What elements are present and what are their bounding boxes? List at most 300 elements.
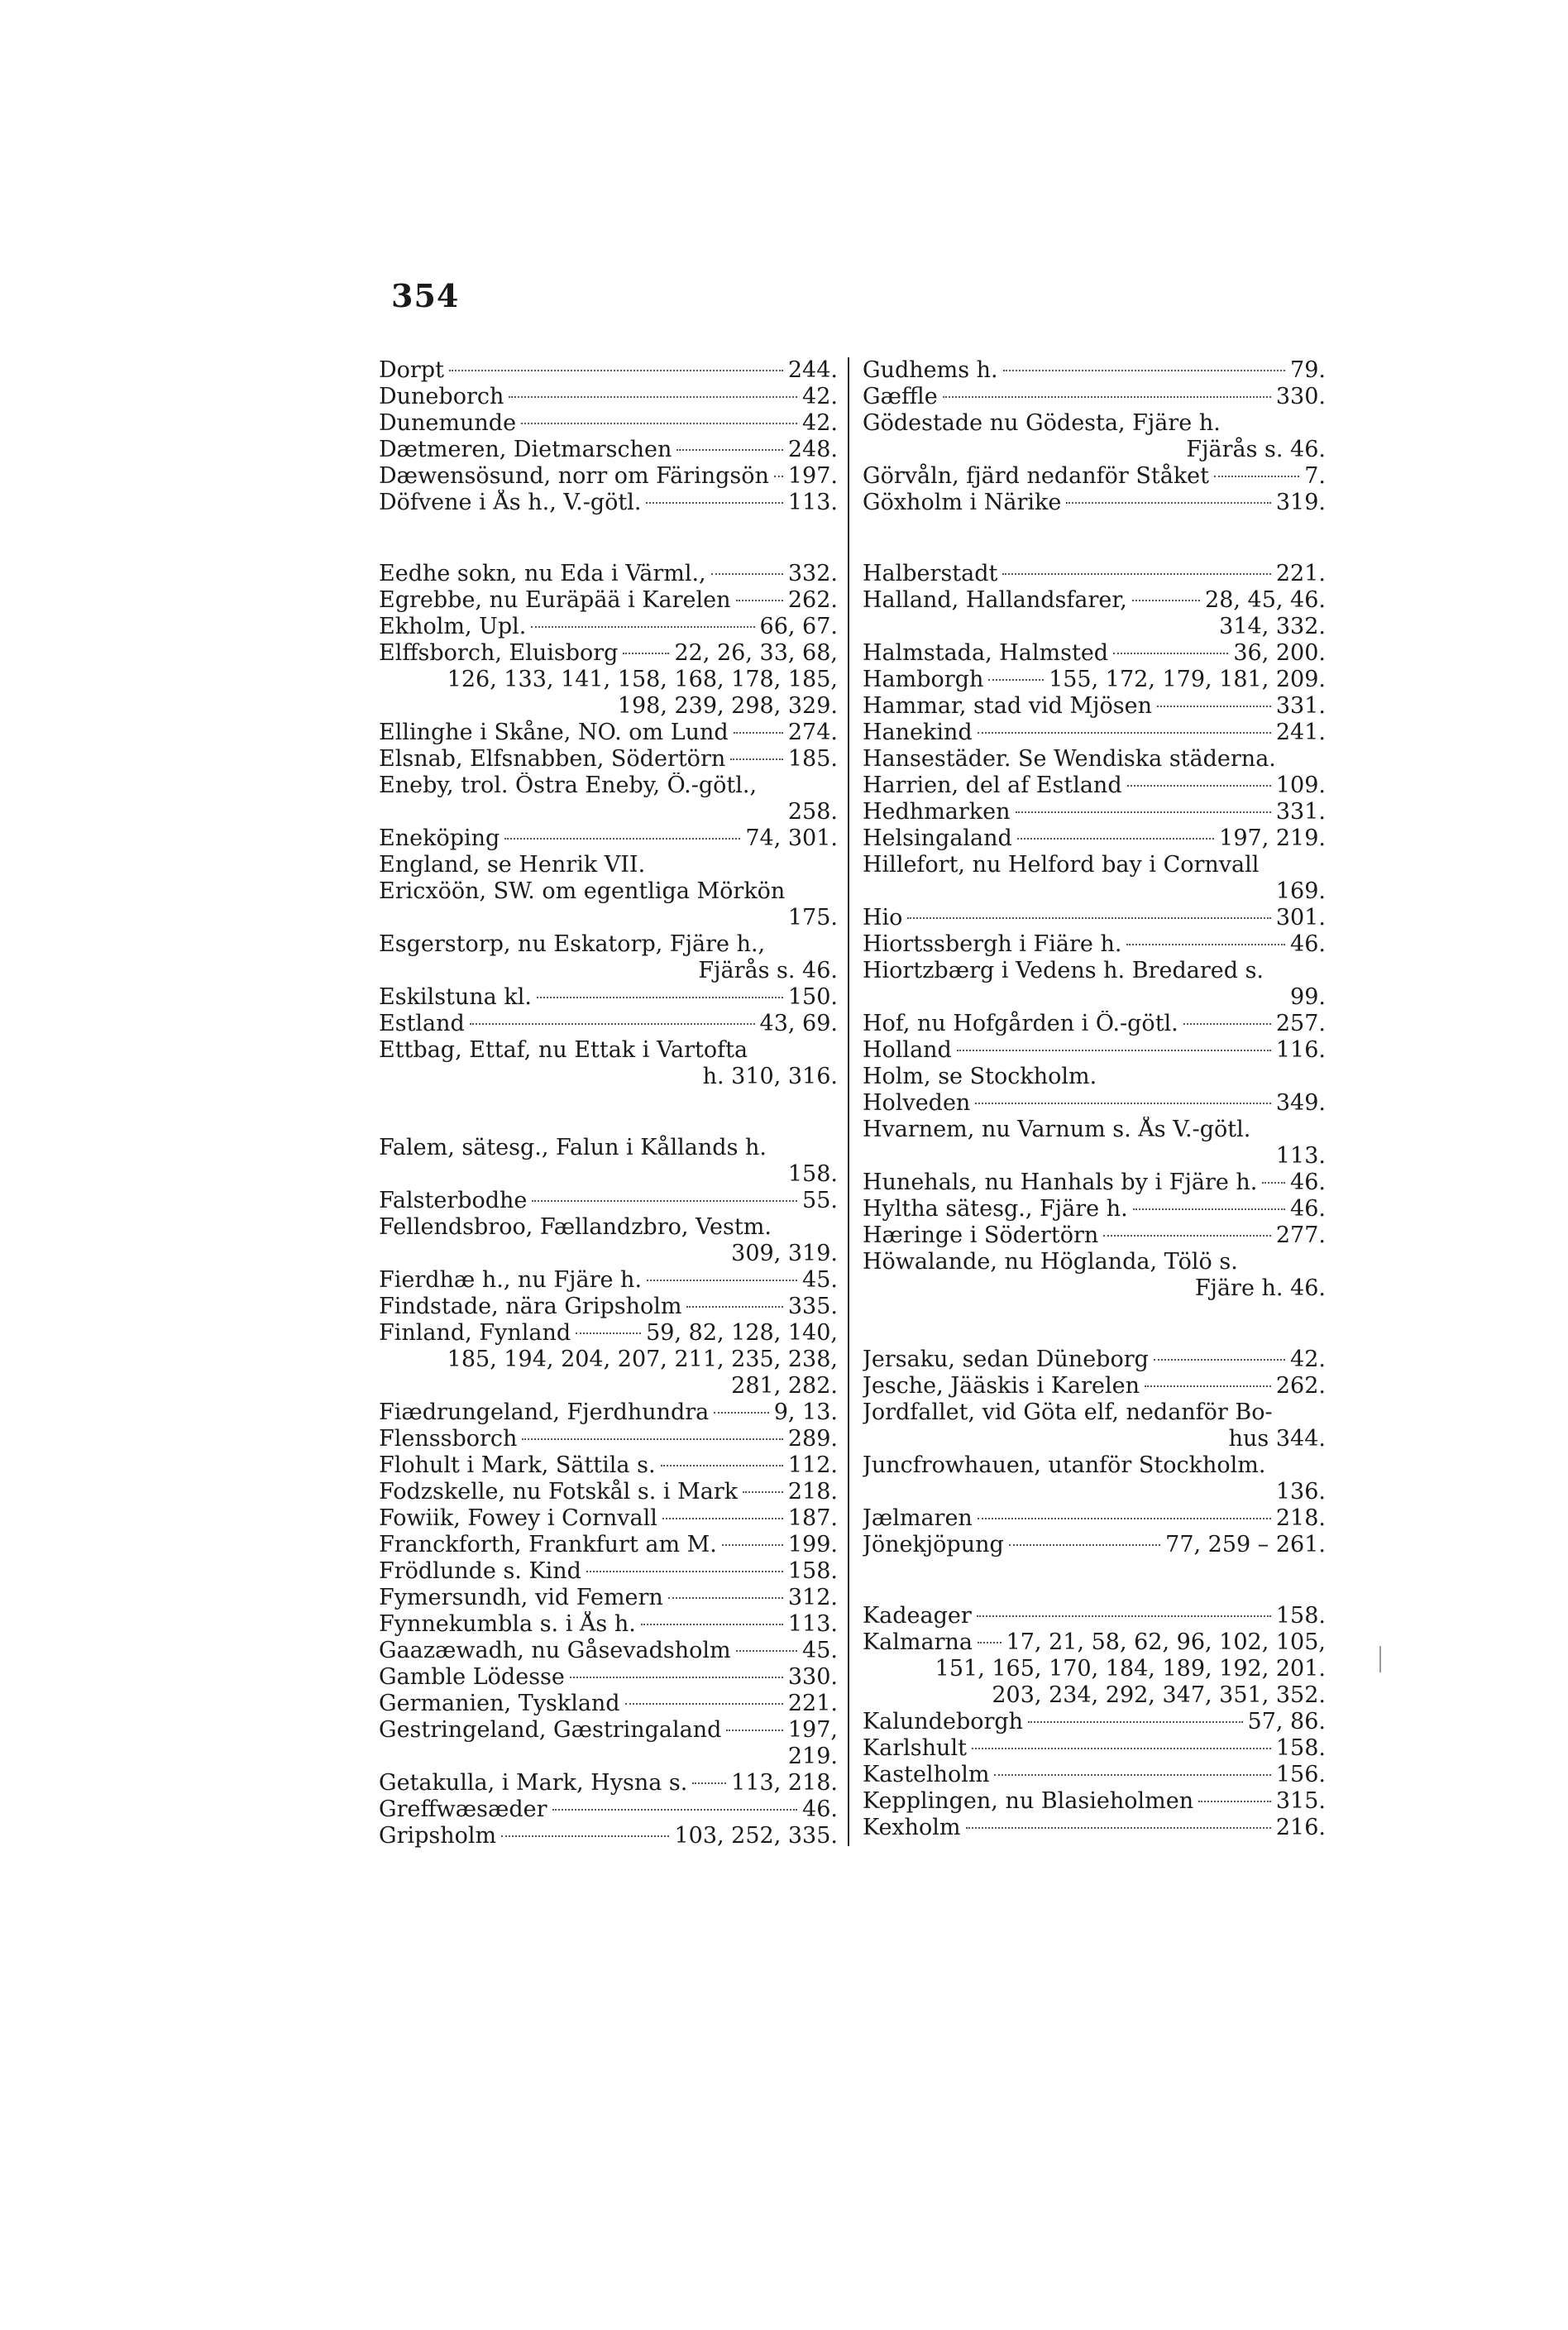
entry-pages: 257. — [1275, 1011, 1326, 1036]
dot-leader — [1132, 600, 1200, 601]
index-entry — [863, 1064, 1326, 1090]
entry-name: Jordfallet, vid Göta elf, nedanför Bo- — [863, 1399, 1273, 1425]
dot-leader — [726, 1730, 782, 1731]
dot-leader — [1009, 1544, 1160, 1546]
index-entry — [379, 878, 838, 905]
index-entry — [863, 1452, 1326, 1479]
index-entry — [863, 357, 1326, 384]
entry-pages: 36, 200. — [1233, 640, 1326, 666]
entry-pages: 277. — [1275, 1222, 1326, 1248]
dot-leader — [501, 1835, 669, 1837]
entry-name: Kalmarna — [863, 1629, 973, 1655]
entry-pages: 45. — [802, 1638, 838, 1663]
entry-name: Dætmeren, Dietmarschen — [379, 437, 672, 462]
entry-name: Elffsborch, Eluisborg — [379, 640, 619, 666]
dot-leader — [1145, 1385, 1271, 1387]
dot-leader — [1103, 1235, 1271, 1237]
index-entry — [379, 1505, 838, 1532]
entry-name: Ericxöön, SW. om egentliga Mörkön — [379, 878, 786, 904]
entry-pages: 42. — [802, 384, 838, 409]
dot-leader — [521, 423, 797, 424]
entry-pages: 113. — [787, 490, 838, 515]
dot-leader — [586, 1571, 783, 1572]
right-column — [863, 357, 1326, 1841]
index-entry-continuation: Fjärås s. 46. — [1186, 437, 1326, 462]
entry-name: Fymersundh, vid Femern — [379, 1585, 663, 1610]
index-entry — [379, 720, 838, 746]
index-entry — [863, 667, 1326, 693]
entry-name: Eskilstuna kl. — [379, 984, 532, 1010]
entry-pages: 77, 259 – 261. — [1165, 1532, 1326, 1557]
index-entry-continuation: 314, 332. — [1219, 614, 1326, 639]
dot-leader — [509, 396, 797, 398]
entry-name: Estland — [379, 1011, 465, 1036]
index-entry — [379, 410, 838, 437]
index-entry — [863, 746, 1326, 773]
entry-pages: 57, 86. — [1247, 1709, 1326, 1734]
index-entry — [379, 1214, 838, 1241]
entry-name: Dunemunde — [379, 410, 517, 436]
entry-name: Kexholm — [863, 1815, 961, 1840]
entry-name: Findstade, nära Gripsholm — [379, 1294, 682, 1319]
entry-pages: 185. — [787, 746, 838, 772]
index-entry — [379, 463, 838, 490]
index-group — [379, 357, 838, 516]
dot-leader — [1198, 1801, 1271, 1802]
dot-leader — [988, 679, 1044, 681]
dot-leader — [641, 1624, 783, 1625]
dot-leader — [972, 1748, 1271, 1749]
entry-pages: 22, 26, 33, 68, — [674, 640, 838, 666]
entry-name: Holveden — [863, 1090, 971, 1116]
entry-name: Hyltha sätesg., Fjäre h. — [863, 1196, 1128, 1222]
index-entry — [863, 1090, 1326, 1117]
index-entry — [379, 1585, 838, 1611]
index-entry-continuation: 158. — [787, 1161, 838, 1187]
entry-name: Kadeager — [863, 1603, 972, 1629]
entry-pages: 197, 219. — [1219, 825, 1326, 851]
dot-leader — [711, 573, 783, 575]
index-entry — [379, 1532, 838, 1558]
index-group — [379, 1135, 838, 1849]
entry-pages: 7. — [1304, 463, 1326, 489]
dot-leader — [978, 1642, 1002, 1643]
entry-pages: 330. — [787, 1664, 838, 1690]
entry-pages: 116. — [1275, 1037, 1326, 1063]
index-entry — [379, 746, 838, 773]
entry-pages: 45. — [802, 1267, 838, 1293]
entry-name: Ettbag, Ettaf, nu Ettak i Vartofta — [379, 1037, 748, 1063]
index-entry — [863, 905, 1326, 931]
index-entry — [863, 1399, 1326, 1426]
entry-pages: 315. — [1275, 1788, 1326, 1814]
index-entry — [379, 561, 838, 587]
dot-leader — [734, 732, 783, 734]
dot-leader — [686, 1306, 782, 1308]
entry-name: Gæffle — [863, 384, 938, 409]
entry-name: Ekholm, Upl. — [379, 614, 527, 639]
index-entry — [863, 1603, 1326, 1629]
entry-name: Elsnab, Elfsnabben, Södertörn — [379, 746, 726, 772]
entry-name: Hamborgh — [863, 667, 984, 692]
entry-pages: 241. — [1275, 720, 1326, 745]
index-entry — [379, 1797, 838, 1823]
index-entry-continuation: 151, 165, 170, 184, 189, 192, 201. — [935, 1656, 1326, 1682]
dot-leader — [1017, 838, 1214, 840]
entry-pages: 66, 67. — [759, 614, 838, 639]
dot-leader — [743, 1491, 783, 1493]
entry-pages: 103, 252, 335. — [674, 1823, 838, 1849]
dot-leader — [978, 732, 1271, 734]
index-entry — [379, 1011, 838, 1037]
index-entry — [863, 1629, 1326, 1656]
entry-name: Halberstadt — [863, 561, 998, 586]
dot-leader — [957, 1050, 1271, 1051]
entry-name: Gripsholm — [379, 1823, 497, 1849]
entry-name: Eneköping — [379, 825, 500, 851]
entry-pages: 248. — [787, 437, 838, 462]
entry-name: Flohult i Mark, Sättila s. — [379, 1452, 656, 1478]
entry-pages: 197, — [787, 1717, 838, 1743]
entry-name: Egrebbe, nu Euräpää i Karelen — [379, 587, 731, 613]
entry-name: Greffwæsæder — [379, 1797, 547, 1822]
index-entry — [379, 1664, 838, 1691]
index-entry-continuation: 136. — [1275, 1479, 1326, 1505]
entry-pages: 335. — [787, 1294, 838, 1319]
group-separator — [863, 1302, 1326, 1347]
dot-leader — [1133, 1208, 1285, 1210]
entry-name: Hansestäder. Se Wendiska städerna. — [863, 746, 1276, 772]
entry-pages: 274. — [787, 720, 838, 745]
entry-pages: 46. — [1290, 1170, 1326, 1195]
entry-name: Jesche, Jääskis i Karelen — [863, 1373, 1140, 1399]
dot-leader — [1126, 944, 1285, 945]
dot-leader — [994, 1774, 1270, 1776]
index-entry-continuation: 198, 239, 298, 329. — [617, 693, 838, 719]
entry-name: Höwalande, nu Höglanda, Tölö s. — [863, 1249, 1238, 1275]
entry-name: Kalundeborgh — [863, 1709, 1024, 1734]
index-entry — [863, 773, 1326, 799]
dot-leader — [504, 838, 740, 840]
entry-name: Duneborch — [379, 384, 504, 409]
entry-pages: 218. — [1275, 1505, 1326, 1531]
entry-name: Esgerstorp, nu Eskatorp, Fjäre h., — [379, 931, 766, 957]
index-entry — [379, 1717, 838, 1744]
entry-name: Holm, se Stockholm. — [863, 1064, 1097, 1089]
group-separator — [863, 1558, 1326, 1603]
entry-pages: 262. — [787, 587, 838, 613]
dot-leader — [531, 626, 754, 628]
dot-leader — [966, 1827, 1271, 1829]
entry-name: Ellinghe i Skåne, NO. om Lund — [379, 720, 729, 745]
column-divider — [848, 357, 849, 1846]
index-entry — [863, 640, 1326, 667]
index-entry — [863, 720, 1326, 746]
dot-leader — [647, 1280, 797, 1281]
dot-leader — [1183, 1023, 1271, 1025]
entry-name: Fellendsbroo, Fællandzbro, Vestm. — [379, 1214, 772, 1240]
dot-leader — [774, 476, 783, 477]
index-group — [863, 1347, 1326, 1558]
entry-pages: 158. — [787, 1558, 838, 1584]
index-entry — [863, 1117, 1326, 1143]
dot-leader — [1028, 1721, 1242, 1723]
index-entry — [379, 490, 838, 516]
index-entry — [379, 437, 838, 463]
index-entry — [379, 1452, 838, 1479]
entry-name: Hillefort, nu Helford bay i Cornvall — [863, 852, 1260, 878]
index-entry — [863, 1762, 1326, 1788]
entry-pages: 158. — [1275, 1735, 1326, 1761]
entry-name: Hof, nu Hofgården i Ö.-götl. — [863, 1011, 1178, 1036]
index-entry-continuation: 99. — [1290, 984, 1326, 1010]
entry-name: Frödlunde s. Kind — [379, 1558, 581, 1584]
entry-name: Jælmaren — [863, 1505, 973, 1531]
index-entry — [863, 1037, 1326, 1064]
index-entry — [379, 1558, 838, 1585]
entry-pages: 216. — [1275, 1815, 1326, 1840]
dot-leader — [722, 1544, 783, 1546]
index-entry — [863, 1347, 1326, 1373]
entry-name: Holland — [863, 1037, 952, 1063]
index-entry-continuation: 203, 234, 292, 347, 351, 352. — [992, 1682, 1326, 1708]
index-entry-continuation: 169. — [1275, 878, 1326, 904]
index-entry — [379, 1611, 838, 1638]
index-entry — [379, 773, 838, 799]
dot-leader — [730, 758, 783, 760]
index-entry — [379, 1135, 838, 1161]
index-entry — [863, 1735, 1326, 1762]
index-entry — [379, 825, 838, 852]
index-entry — [379, 1037, 838, 1064]
dot-leader — [576, 1332, 641, 1334]
dot-leader — [736, 600, 783, 601]
entry-pages: 331. — [1275, 693, 1326, 719]
index-entry — [863, 384, 1326, 410]
entry-pages: 331. — [1275, 799, 1326, 825]
entry-pages: 59, 82, 128, 140, — [646, 1320, 838, 1346]
dot-leader — [692, 1782, 726, 1784]
entry-pages: 301. — [1275, 905, 1326, 931]
index-entry-continuation: h. 310, 316. — [702, 1064, 838, 1089]
index-group — [863, 357, 1326, 516]
entry-name: Halland, Hallandsfarer, — [863, 587, 1127, 613]
entry-pages: 221. — [1275, 561, 1326, 586]
dot-leader — [623, 653, 669, 654]
entry-pages: 112. — [787, 1452, 838, 1478]
index-entry — [863, 490, 1326, 516]
page-number: 354 — [391, 277, 460, 314]
index-entry — [863, 1011, 1326, 1037]
entry-pages: 158. — [1275, 1603, 1326, 1629]
index-entry — [379, 984, 838, 1011]
entry-name: Jersaku, sedan Düneborg — [863, 1347, 1149, 1372]
entry-name: Jönekjöpung — [863, 1532, 1004, 1557]
entry-pages: 312. — [787, 1585, 838, 1610]
entry-name: Görvåln, fjärd nedanför Ståket — [863, 463, 1210, 489]
dot-leader — [552, 1809, 798, 1811]
entry-name: Fynnekumbla s. i Ås h. — [379, 1611, 636, 1637]
index-entry — [863, 1222, 1326, 1249]
entry-pages: 332. — [787, 561, 838, 586]
dot-leader — [661, 1465, 783, 1466]
index-entry — [379, 1426, 838, 1452]
entry-pages: 74, 301. — [745, 825, 838, 851]
index-entry-continuation: Fjäre h. 46. — [1194, 1275, 1326, 1301]
entry-pages: 42. — [802, 410, 838, 436]
index-entry — [863, 1815, 1326, 1841]
dot-leader — [537, 997, 783, 998]
dot-leader — [1002, 573, 1270, 575]
dot-leader — [1214, 476, 1299, 477]
dot-leader — [1066, 502, 1271, 504]
index-entry-continuation: 281, 282. — [731, 1373, 838, 1399]
index-entry-continuation: Fjärås s. 46. — [698, 958, 838, 983]
entry-name: Hvarnem, nu Varnum s. Ås V.-götl. — [863, 1117, 1251, 1142]
entry-name: Gaazæwadh, nu Gåsevadsholm — [379, 1638, 731, 1663]
index-entry — [379, 1691, 838, 1717]
entry-pages: 244. — [787, 357, 838, 383]
index-entry — [863, 825, 1326, 852]
index-entry-continuation: 175. — [787, 905, 838, 931]
entry-pages: 109. — [1275, 773, 1326, 798]
entry-name: Halmstada, Halmsted — [863, 640, 1109, 666]
index-entry — [379, 640, 838, 667]
entry-name: Fierdhæ h., nu Fjäre h. — [379, 1267, 643, 1293]
index-entry — [379, 1267, 838, 1294]
index-group — [379, 561, 838, 1090]
index-entry — [863, 693, 1326, 720]
dot-leader — [1016, 811, 1271, 813]
entry-name: Germanien, Tyskland — [379, 1691, 620, 1716]
entry-pages: 79. — [1290, 357, 1326, 383]
dot-leader — [646, 502, 782, 504]
index-entry — [863, 561, 1326, 587]
entry-pages: 197. — [787, 463, 838, 489]
entry-name: Hammar, stad vid Mjösen — [863, 693, 1152, 719]
entry-pages: 55. — [802, 1188, 838, 1213]
entry-pages: 330. — [1275, 384, 1326, 409]
index-group — [863, 1603, 1326, 1841]
index-entry-continuation: 258. — [787, 799, 838, 825]
index-entry — [863, 410, 1326, 437]
dot-leader — [975, 1103, 1271, 1104]
entry-pages: 17, 21, 58, 62, 96, 102, 105, — [1006, 1629, 1326, 1655]
group-separator — [379, 516, 838, 561]
entry-pages: 289. — [787, 1426, 838, 1452]
dot-leader — [977, 1615, 1271, 1617]
entry-pages: 319. — [1275, 490, 1326, 515]
entry-pages: 113, 218. — [731, 1770, 838, 1796]
dot-leader — [736, 1650, 797, 1652]
index-entry-continuation: 219. — [787, 1744, 838, 1769]
entry-name: Hedhmarken — [863, 799, 1011, 825]
entry-pages: 28, 45, 46. — [1205, 587, 1326, 613]
entry-name: Dorpt — [379, 357, 444, 383]
index-entry — [863, 958, 1326, 984]
dot-leader — [625, 1703, 783, 1705]
entry-pages: 46. — [1290, 1196, 1326, 1222]
entry-name: Harrien, del af Estland — [863, 773, 1122, 798]
entry-name: Flenssborch — [379, 1426, 518, 1452]
entry-name: Getakulla, i Mark, Hysna s. — [379, 1770, 688, 1796]
entry-pages: 221. — [787, 1691, 838, 1716]
entry-pages: 42. — [1290, 1347, 1326, 1372]
entry-name: England, se Henrik VII. — [379, 852, 646, 878]
dot-leader — [532, 1200, 797, 1202]
entry-name: Franckforth, Frankfurt am M. — [379, 1532, 717, 1557]
entry-pages: 46. — [802, 1797, 838, 1822]
dot-leader — [449, 370, 783, 371]
entry-name: Eedhe sokn, nu Eda i Värml., — [379, 561, 706, 586]
index-group — [863, 561, 1326, 1302]
index-entry — [863, 852, 1326, 878]
entry-name: Gödestade nu Gödesta, Fjäre h. — [863, 410, 1221, 436]
index-entry — [379, 852, 838, 878]
entry-name: Finland, Fynland — [379, 1320, 571, 1346]
entry-name: Gestringeland, Gæstringaland — [379, 1717, 722, 1743]
index-entry — [379, 1188, 838, 1214]
index-entry — [863, 1505, 1326, 1532]
dot-leader — [907, 917, 1270, 919]
entry-name: Hunehals, nu Hanhals by i Fjäre h. — [863, 1170, 1258, 1195]
index-entry — [379, 357, 838, 384]
index-entry — [379, 1638, 838, 1664]
dot-leader — [1127, 785, 1271, 787]
dot-leader — [522, 1438, 782, 1440]
margin-mark — [1379, 1646, 1381, 1672]
index-entry — [379, 587, 838, 614]
entry-name: Karlshult — [863, 1735, 967, 1761]
entry-name: Fowiik, Fowey i Cornvall — [379, 1505, 657, 1531]
index-entry — [379, 614, 838, 640]
dot-leader — [1157, 706, 1271, 707]
entry-pages: 113. — [787, 1611, 838, 1637]
entry-name: Döfvene i Ås h., V.-götl. — [379, 490, 642, 515]
entry-name: Falem, sätesg., Falun i Kållands h. — [379, 1135, 767, 1160]
index-entry-continuation: 126, 133, 141, 158, 168, 178, 185, — [447, 667, 838, 692]
left-column — [379, 357, 838, 1849]
dot-leader — [1154, 1359, 1285, 1361]
index-entry-continuation: 309, 319. — [731, 1241, 838, 1266]
dot-leader — [470, 1023, 755, 1025]
entry-pages: 155, 172, 179, 181, 209. — [1049, 667, 1326, 692]
index-entry — [863, 931, 1326, 958]
index-entry-continuation: hus 344. — [1228, 1426, 1326, 1452]
dot-leader — [662, 1518, 783, 1519]
dot-leader — [1113, 653, 1228, 654]
index-entry — [863, 1373, 1326, 1399]
entry-name: Kastelholm — [863, 1762, 990, 1787]
dot-leader — [668, 1597, 783, 1599]
entry-pages: 150. — [787, 984, 838, 1010]
entry-pages: 187. — [787, 1505, 838, 1531]
dot-leader — [1003, 370, 1285, 371]
entry-name: Hio — [863, 905, 903, 931]
entry-name: Fodzskelle, nu Fotskål s. i Mark — [379, 1479, 739, 1505]
entry-name: Hiortssbergh i Fiäre h. — [863, 931, 1122, 957]
index-entry — [379, 1823, 838, 1849]
entry-pages: 262. — [1275, 1373, 1326, 1399]
entry-name: Hiortzbærg i Vedens h. Bredared s. — [863, 958, 1264, 983]
index-entry — [379, 931, 838, 958]
group-separator — [379, 1090, 838, 1135]
entry-name: Dæwensösund, norr om Färingsön — [379, 463, 769, 489]
dot-leader — [1262, 1182, 1285, 1184]
entry-name: Eneby, trol. Östra Eneby, Ö.-götl., — [379, 773, 758, 798]
index-entry-continuation: 185, 194, 204, 207, 211, 235, 238, — [447, 1347, 838, 1372]
entry-name: Falsterbodhe — [379, 1188, 528, 1213]
